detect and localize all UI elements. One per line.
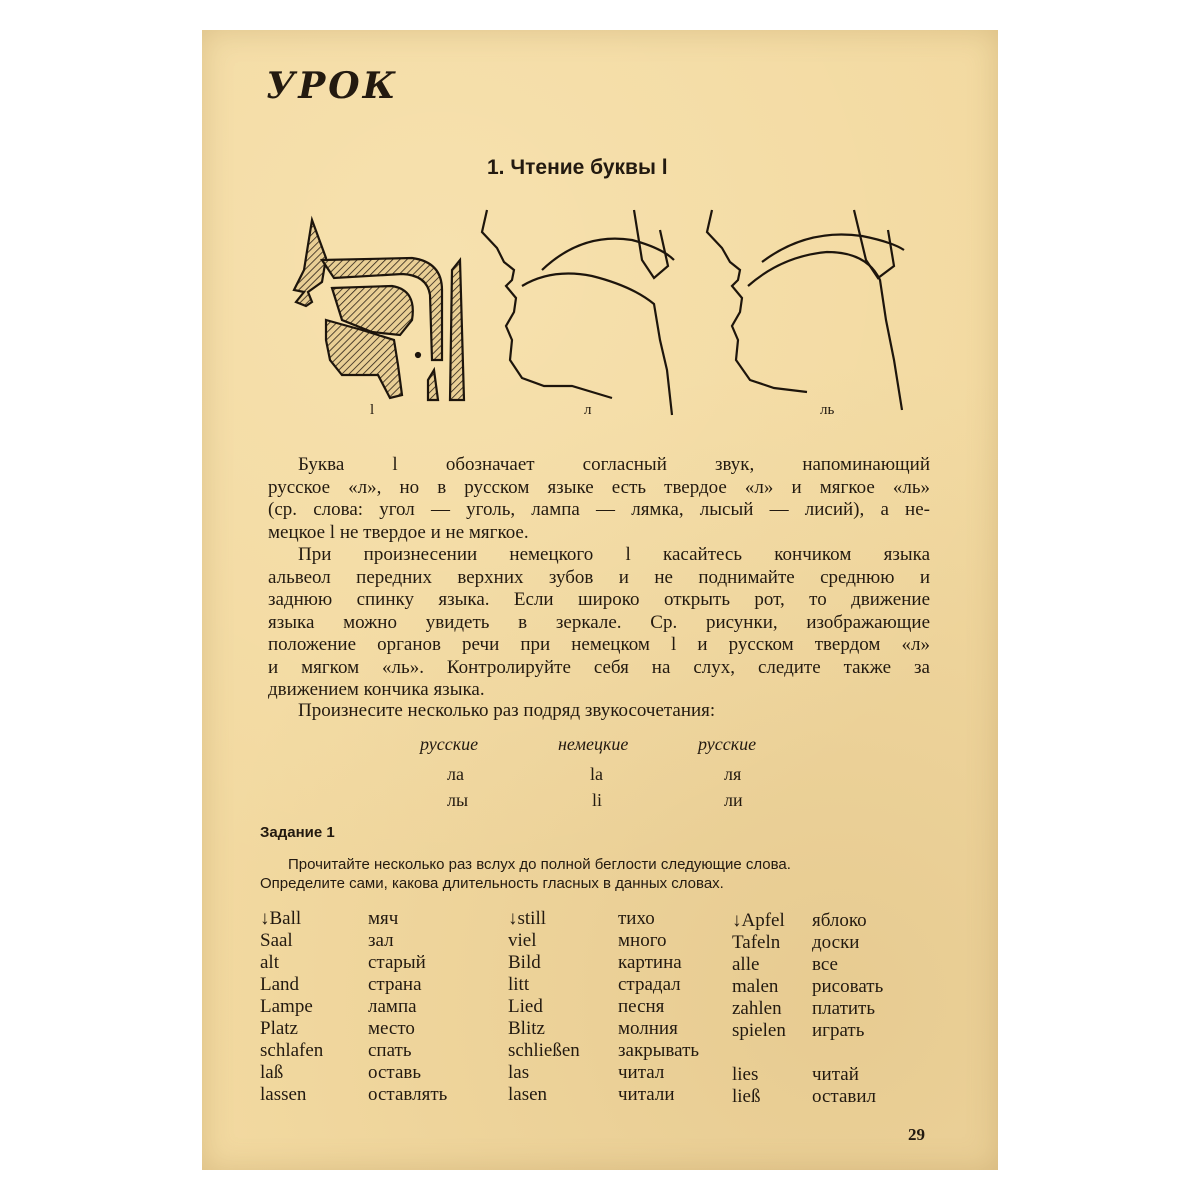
paragraph-2	[268, 544, 930, 702]
task-line: Определите сами, какова длительность гласных в данных словах.	[260, 875, 724, 892]
word-column-1-german	[260, 908, 323, 1106]
word-item: laß	[260, 1062, 284, 1083]
diagram-label-3: ль	[820, 402, 835, 418]
word-item: молния	[618, 1018, 678, 1039]
word-item: alt	[260, 952, 279, 973]
word-item: litt	[508, 974, 530, 995]
word-item: lassen	[260, 1084, 307, 1105]
word-item: viel	[508, 930, 537, 951]
word-item: спать	[368, 1040, 412, 1061]
word-item: Platz	[260, 1018, 298, 1039]
word-item: старый	[368, 952, 426, 973]
word-item: Land	[260, 974, 300, 995]
paragraph-1	[268, 454, 930, 544]
word-item: читай	[812, 1064, 859, 1085]
word-item: ↓still	[508, 908, 547, 929]
word-item: las	[508, 1062, 530, 1083]
articulation-diagrams	[282, 200, 922, 420]
word-item: все	[812, 954, 838, 975]
word-item: тихо	[618, 908, 655, 929]
paragraph-line: (ср. слова: угол — уголь, лампа — лямка, лысый — лисий), а не-	[268, 499, 930, 520]
diagram-russian-hard-l	[482, 210, 674, 415]
word-item: Lied	[508, 996, 543, 1017]
word-column-2-russian	[618, 908, 699, 1106]
paragraph-line: Буква l обозначает согласный звук, напоминающий	[298, 454, 930, 475]
word-item: Saal	[260, 930, 293, 951]
syllable-cell: лы	[447, 790, 469, 810]
syllable-header-russian-1: русские	[420, 734, 479, 754]
word-column-1-russian	[368, 908, 447, 1106]
word-item: Tafeln	[732, 932, 781, 953]
word-item: картина	[618, 952, 682, 973]
word-item: яблоко	[812, 910, 867, 931]
syllable-cell: li	[592, 790, 603, 810]
word-column-3-russian	[812, 910, 883, 1108]
word-item: schlafen	[260, 1040, 324, 1061]
word-item: Bild	[508, 952, 541, 973]
word-item: malen	[732, 976, 779, 997]
word-item: играть	[812, 1020, 865, 1041]
word-item: Blitz	[508, 1018, 545, 1039]
word-item: страдал	[618, 974, 681, 995]
word-item: рисовать	[812, 976, 884, 997]
word-item: ↓Ball	[260, 908, 302, 929]
word-column-3-german	[732, 910, 786, 1108]
word-column-2-german	[508, 908, 580, 1106]
word-item: читал	[618, 1062, 665, 1083]
word-item: место	[368, 1018, 415, 1039]
syllable-header-russian-2: русские	[698, 734, 757, 754]
word-item: лампа	[368, 996, 417, 1017]
word-item: schließen	[508, 1040, 580, 1061]
diagram-german-l	[294, 220, 464, 400]
word-item	[732, 1042, 786, 1064]
book-page	[202, 30, 998, 1170]
task-instructions	[260, 855, 930, 893]
page-number: 29	[908, 1125, 925, 1144]
word-item: читали	[618, 1084, 675, 1105]
paragraph-3: Произнесите несколько раз подряд звукосочетания:	[298, 700, 716, 721]
word-item: ließ	[732, 1086, 761, 1107]
task-line: Прочитайте несколько раз вслух до полной беглости следующие слова.	[288, 856, 791, 873]
word-item: Lampe	[260, 996, 313, 1017]
word-item: много	[618, 930, 667, 951]
word-item: zahlen	[732, 998, 782, 1019]
paragraph-line: положение органов речи при немецком l и русском твердом «л»	[268, 634, 930, 655]
word-item: оставь	[368, 1062, 422, 1083]
paragraph-line: русское «л», но в русском языке есть твердое «л» и мягкое «ль»	[268, 476, 930, 498]
word-item: доски	[812, 932, 860, 953]
word-item: spielen	[732, 1020, 786, 1041]
word-item: ↓Apfel	[732, 910, 785, 931]
word-item: lasen	[508, 1084, 548, 1105]
paragraph-line: альвеол передних верхних зубов и не поднимайте среднюю и	[268, 566, 930, 588]
word-item: платить	[812, 998, 876, 1019]
syllable-cell: ли	[724, 790, 743, 810]
word-item: закрывать	[618, 1040, 700, 1061]
paragraph-line: языка можно увидеть в зеркале. Ср. рисунки, изображающие	[268, 611, 930, 633]
diagram-label-1: l	[370, 402, 375, 418]
word-item: мяч	[368, 908, 399, 929]
diagram-label-2: л	[584, 402, 592, 418]
section-title: 1. Чтение буквы l	[487, 156, 668, 179]
paragraph-line: заднюю спинку языка. Если широко открыть рот, то движение	[268, 589, 930, 610]
word-item: песня	[618, 996, 665, 1017]
syllable-cell: ля	[724, 764, 742, 784]
word-item: alle	[732, 954, 760, 975]
word-item	[812, 1042, 883, 1064]
word-item: зал	[368, 930, 394, 951]
lesson-heading: УРОК	[266, 65, 399, 107]
paragraph-line: и мягком «ль». Контролируйте себя на слух, следите также за	[268, 656, 930, 678]
syllable-cell: la	[590, 764, 603, 784]
word-item: lies	[732, 1064, 759, 1085]
paragraph-line: мецкое l не твердое и не мягкое.	[268, 521, 529, 543]
syllable-cell: ла	[447, 764, 464, 784]
word-item: страна	[368, 974, 422, 995]
task-title: Задание 1	[260, 824, 335, 841]
paragraph-line: движением кончика языка.	[268, 679, 485, 700]
diagram-russian-soft-l	[707, 210, 904, 410]
syllable-header-german: немецкие	[558, 734, 629, 754]
word-item: оставил	[812, 1086, 876, 1107]
word-item: оставлять	[368, 1084, 448, 1105]
paragraph-line: При произнесении немецкого l касайтесь кончиком языка	[298, 544, 930, 565]
